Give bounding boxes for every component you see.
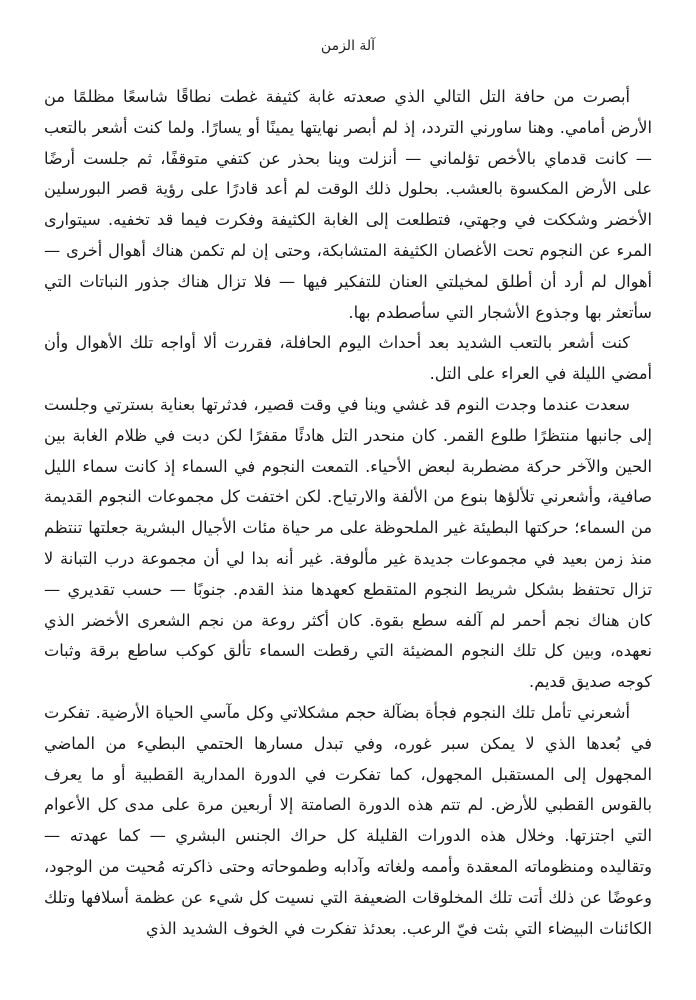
paragraph: كنت أشعر بالتعب الشديد بعد أحداث اليوم الحافلة، فقررت ألا أواجه تلك الأهوال وأن أمضي الليلة في العراء على التل. [44,333,652,384]
paragraph: سعدت عندما وجدت النوم قد غشي وينا في وقت قصير، فدثرتها بعناية بسترتي وجلست إلى جانبها منتظرًا طلوع القمر. كان منحدر التل هادئًا مقفرًا لكن دبت في ظلام الغابة بين الحين والآخر حركة مضطربة لبعض الأحياء. التمعت النجوم في السماء إذ كانت سماء الليل صافية، وأشعرني تلألؤها بنوع من الألفة والارتياح. لكن اختفت كل مجموعات النجوم القديمة من السماء؛ حركتها البطيئة غير الملحوظة على مر حياة مئات الأجيال البشرية جعلتها تنتظم منذ زمن بعيد في مجموعات جديدة غير مألوفة. غير أنه بدا لي أن مجموعة درب التبانة لا تزال تحتفظ بشكل شريط النجوم المتقطع كعهدها منذ القدم. جنوبًا — حسب تقديري — كان هناك نجم أحمر لم آلفه سطع بقوة. كان أكثر روعة من نجم الشعرى الأخضر الذي نعهده، وبين كل تلك النجوم المضيئة التي رقطت السماء تألق كوكب ساطع برقة وثبات كوجه صديق قديم. [44,394,652,692]
running-title: آلة الزمن [320,38,376,54]
chapter-body [44,82,652,944]
paragraph: أبصرت من حافة التل التالي الذي صعدته غابة كثيفة غطت نطاقًا شاسعًا مظلمًا من الأرض أمامي. وهنا ساورني التردد، إذ لم أبصر نهايتها يمينًا أو يسارًا. ولما كنت أشعر بالتعب — كانت قدماي بالأخص تؤلماني — أنزلت وينا بحذر عن كتفي متوقفًا، ثم جلست أرضًا على الأرض المكسوة بالعشب. بحلول ذلك الوقت لم أعد قادرًا على رؤية قصر البورسلين الأخضر وشككت في وجهتي، فتطلعت إلى الغابة الكثيفة وفكرت فيما قد تخفيه. سيتوارى المرء عن النجوم تحت الأغصان الكثيفة المتشابكة، وحتى إن لم تكمن هناك أهوال أخرى — أهوال لم أرد أن أطلق لمخيلتي العنان للتفكير فيها — فلا تزال هناك جذور النباتات التي سأتعثر بها وجذوع الأشجار التي سأصطدم بها. [44,87,652,322]
paragraph: أشعرني تأمل تلك النجوم فجأة بضآلة حجم مشكلاتي وكل مآسي الحياة الأرضية. تفكرت في بُعدها الذي لا يمكن سبر غوره، وفي تبدل مسارها الحتمي البطيء من الماضي المجهول إلى المستقبل المجهول، كما تفكرت في الدورة المدارية القطبية أو ما يعرف بالقوس القطبي للأرض. لم تتم هذه الدورة الصامتة إلا أربعين مرة على مدى كل الأعوام التي اجتزتها. وخلال هذه الدورات القليلة كل حراك الجنس البشري — كما عهدته — وتقاليده ومنظوماته المعقدة وأممه ولغاته وآدابه وطموحاته وحتى ذاكرته مُحيت من الوجود، وعوضًا عن ذلك أتت تلك المخلوقات الضعيفة التي نسيت كل شيء عن عظمة أسلافها وتلك الكائنات البيضاء التي بثت فيّ الرعب. بعدئذ تفكرت في الخوف الشديد الذي [44,702,652,938]
